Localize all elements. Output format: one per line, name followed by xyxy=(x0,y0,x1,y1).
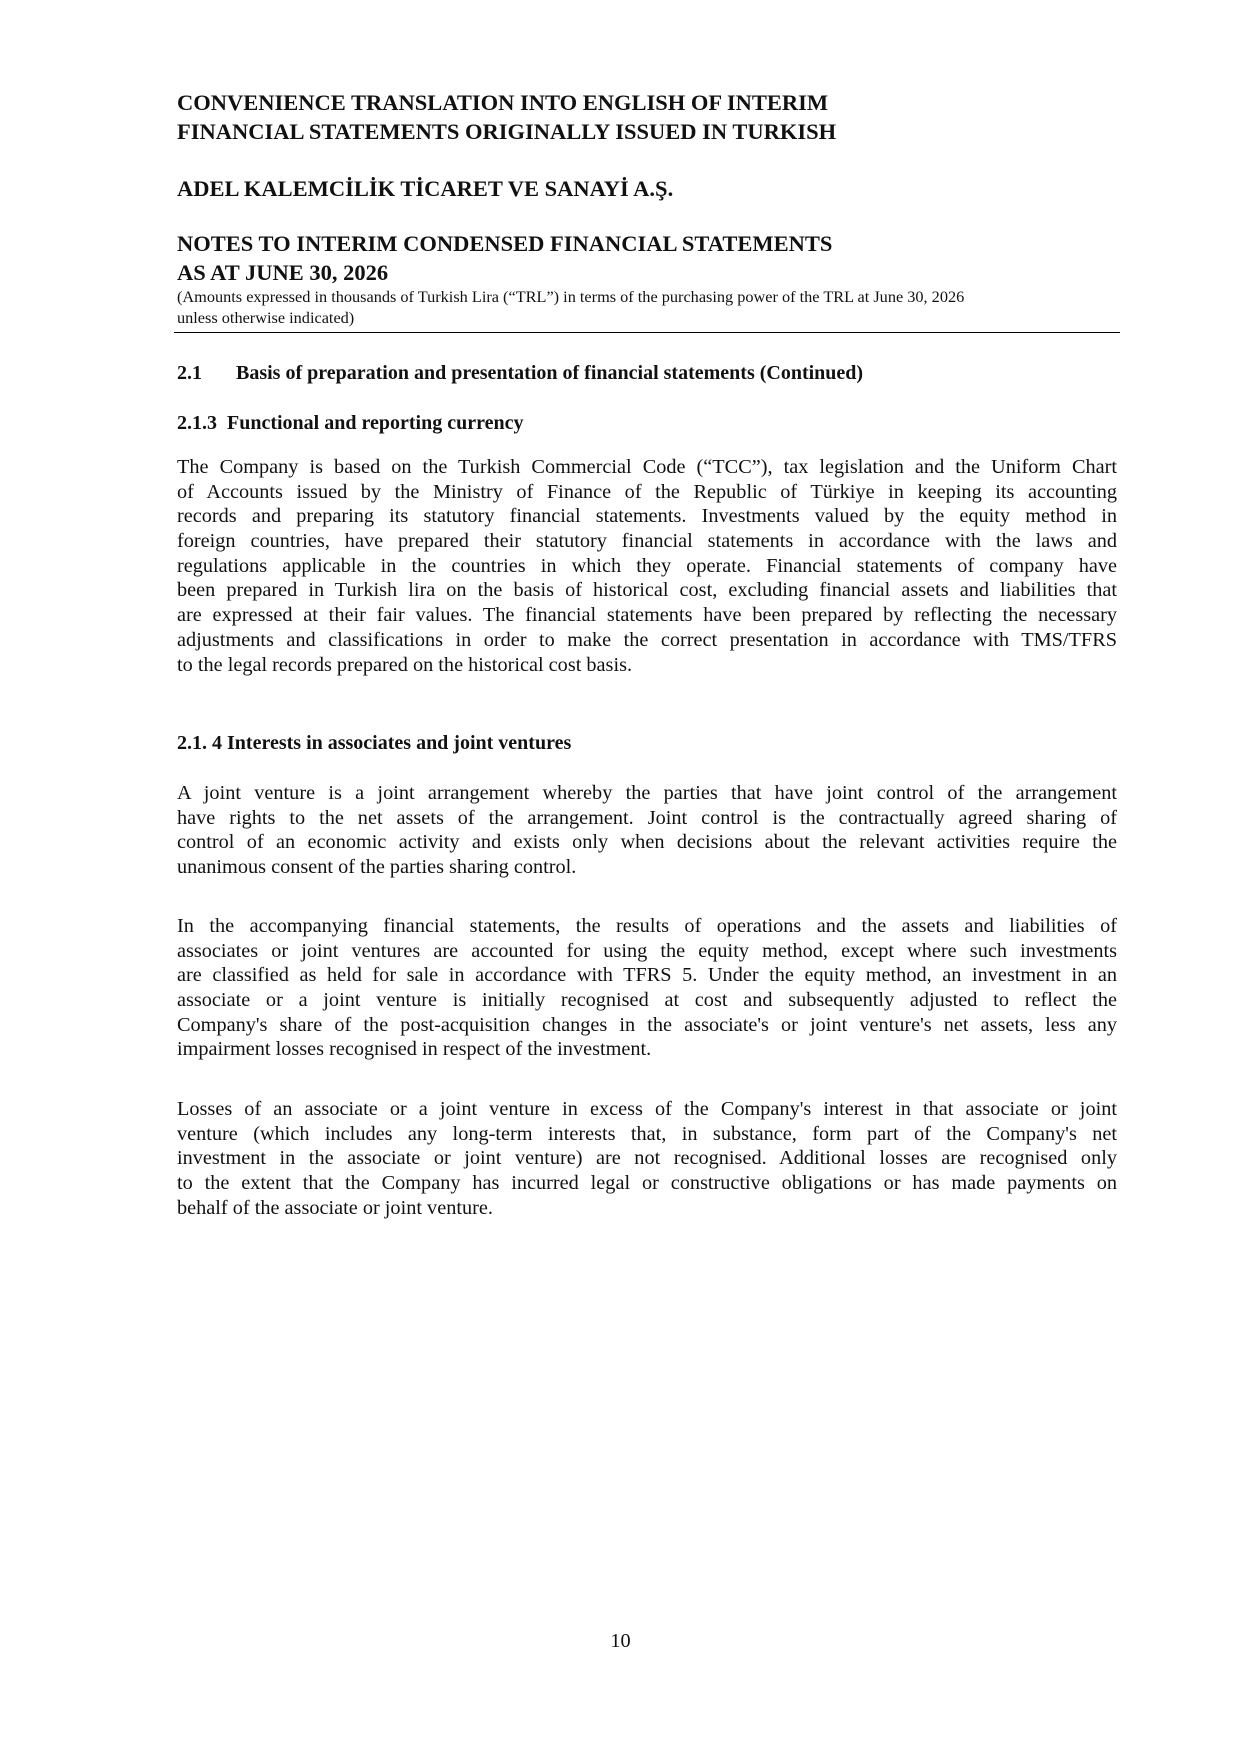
amounts-note-line: unless otherwise indicated) xyxy=(177,308,355,327)
paragraph-line: Losses of an associate or a joint venture in excess of the Company's interest in that associate or joint xyxy=(177,1098,1117,1120)
section-heading-2-1 xyxy=(177,360,1117,386)
paragraph-line: venture (which includes any long-term interests that, in substance, form part of the Company's net xyxy=(177,1122,1117,1145)
amounts-note-line: (Amounts expressed in thousands of Turkish Lira (“TRL”) in terms of the purchasing power of the TRL at June 30, 2026 xyxy=(177,287,965,306)
section-title: 2.1. 4 Interests in associates and joint ventures xyxy=(177,732,572,754)
paragraph-line: associates or joint ventures are accounted for using the equity method, except where such investments xyxy=(177,939,1117,962)
paragraph-line: impairment losses recognised in respect of the investment. xyxy=(177,1038,652,1061)
paragraph-line: are expressed at their fair values. The financial statements have been prepared by reflecting the necessary xyxy=(177,604,1117,627)
notes-date-line: AS AT JUNE 30, 2026 xyxy=(177,260,389,285)
document-title xyxy=(177,88,1117,146)
notes-title xyxy=(177,229,1117,287)
paragraph-line: are classified as held for sale in accordance with TFRS 5. Under the equity method, an investment in an xyxy=(177,964,1117,987)
paragraph-line: have rights to the net assets of the arrangement. Joint control is the contractually agreed sharing of xyxy=(177,806,1117,829)
company-name-text: ADEL KALEMCİLİK TİCARET VE SANAYİ A.Ş. xyxy=(177,176,674,201)
paragraph-functional-currency xyxy=(177,455,1117,677)
paragraph-line: behalf of the associate or joint venture. xyxy=(177,1196,493,1219)
paragraph-line: foreign countries, have prepared their statutory financial statements in accordance with the laws and xyxy=(177,530,1117,553)
paragraph-losses xyxy=(177,1097,1117,1220)
paragraph-line: Company's share of the post-acquisition changes in the associate's or joint venture's net assets, less any xyxy=(177,1013,1117,1036)
paragraph-line: unanimous consent of the parties sharing control. xyxy=(177,856,577,879)
paragraph-line: regulations applicable in the countries in which they operate. Financial statements of company have xyxy=(177,554,1117,577)
paragraph-line: records and preparing its statutory financial statements. Investments valued by the equity method in xyxy=(177,505,1117,528)
document-title-line: FINANCIAL STATEMENTS ORIGINALLY ISSUED IN TURKISH xyxy=(177,119,837,144)
paragraph-line: In the accompanying financial statements, the results of operations and the assets and liabilities of xyxy=(177,915,1117,937)
paragraph-line: to the legal records prepared on the historical cost basis. xyxy=(177,653,633,676)
section-heading-2-1-4 xyxy=(177,730,1117,756)
paragraph-equity-method xyxy=(177,914,1117,1062)
paragraph-line: A joint venture is a joint arrangement whereby the parties that have joint control of the arrangement xyxy=(177,782,1117,804)
paragraph-line: investment in the associate or joint venture) are not recognised. Additional losses are recognised only xyxy=(177,1147,1117,1170)
company-name xyxy=(177,174,1117,203)
section-number: 2.1 xyxy=(177,362,202,384)
header-divider xyxy=(174,332,1120,333)
paragraph-line: control of an economic activity and exists only when decisions about the relevant activities require the xyxy=(177,831,1117,854)
paragraph-joint-venture-definition xyxy=(177,781,1117,880)
amounts-note xyxy=(177,286,1117,328)
paragraph-line: associate or a joint venture is initially recognised at cost and subsequently adjusted to reflect the xyxy=(177,989,1117,1012)
notes-title-line: NOTES TO INTERIM CONDENSED FINANCIAL STATEMENTS xyxy=(177,231,833,256)
paragraph-line: of Accounts issued by the Ministry of Finance of the Republic of Türkiye in keeping its accounting xyxy=(177,480,1117,503)
paragraph-line: been prepared in Turkish lira on the basis of historical cost, excluding financial assets and liabilities that xyxy=(177,579,1117,602)
paragraph-line: adjustments and classifications in order to make the correct presentation in accordance with TMS/TFRS xyxy=(177,628,1117,651)
section-heading-2-1-3 xyxy=(177,410,1117,436)
section-title: Basis of preparation and presentation of financial statements (Continued) xyxy=(236,362,864,384)
page-number: 10 xyxy=(610,1630,631,1652)
paragraph-line: The Company is based on the Turkish Commercial Code (“TCC”), tax legislation and the Uniform Chart xyxy=(177,456,1117,478)
paragraph-line: to the extent that the Company has incurred legal or constructive obligations or has made payments on xyxy=(177,1172,1117,1195)
document-title-line: CONVENIENCE TRANSLATION INTO ENGLISH OF INTERIM xyxy=(177,90,829,115)
section-title: 2.1.3 Functional and reporting currency xyxy=(177,412,524,434)
